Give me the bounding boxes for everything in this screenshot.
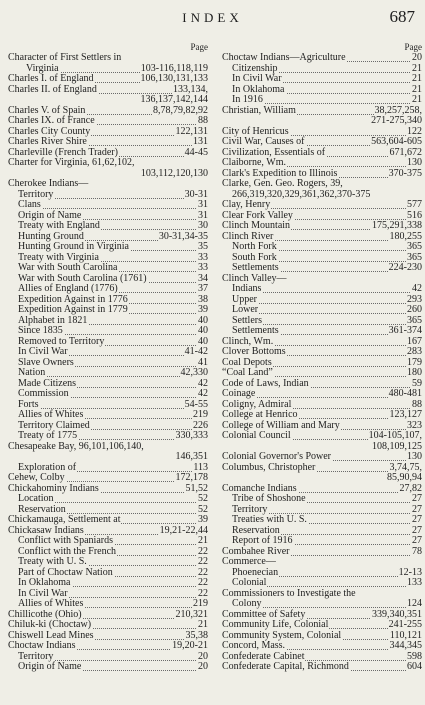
- entry-pages: 122,131: [175, 125, 208, 137]
- entry-pages: 21: [412, 73, 422, 84]
- index-entry: [8, 389, 208, 400]
- entry-term: Nation: [18, 367, 46, 378]
- entry-pages: 108,109,125: [372, 440, 422, 452]
- entry-pages: 44-45: [184, 146, 208, 158]
- entry-pages: 260: [407, 304, 422, 315]
- entry-pages: 113: [193, 461, 208, 473]
- index-entry: [8, 515, 208, 526]
- index-entry: [222, 473, 422, 484]
- index-entry: [222, 662, 422, 673]
- index-entry: [222, 74, 422, 85]
- entry-pages: 51,52: [185, 482, 208, 494]
- entry-term: Settlements: [232, 325, 279, 336]
- entry-term: In Civil War: [18, 346, 68, 357]
- entry-term: Chickahominy Indians: [8, 482, 99, 494]
- entry-pages: 39: [198, 514, 208, 525]
- entry-pages: 30-31,34-35: [158, 230, 208, 242]
- entry-pages: 136,137,142,144: [140, 94, 208, 105]
- index-entry: [222, 242, 422, 253]
- index-entry: [8, 494, 208, 505]
- entry-term: Chickamauga, Settlement at: [8, 514, 121, 525]
- entry-pages: 19,20-21: [172, 640, 208, 651]
- entry-term: In Civil War: [18, 587, 68, 599]
- entry-pages: 88: [198, 115, 208, 126]
- page-header: [0, 0, 425, 30]
- entry-term: Charles V. of Spain: [8, 104, 86, 116]
- entry-term: Treaty of 1775: [18, 430, 78, 441]
- entry-term: Citizenship: [232, 62, 278, 74]
- entry-term: Reservation: [232, 524, 280, 536]
- entry-pages: 131: [193, 136, 208, 147]
- entry-term: Combahee River: [222, 545, 290, 557]
- entry-pages: 226: [193, 419, 208, 431]
- entry-pages: 27: [412, 524, 422, 536]
- entry-term: Clark's Expedition to Illinois: [222, 167, 338, 179]
- entry-pages: 146,351: [175, 451, 208, 462]
- index-entry: [222, 53, 422, 64]
- entry-pages: 27: [412, 493, 422, 504]
- entry-term: Colonial Council: [222, 430, 291, 441]
- entry-term: Clear Fork Valley: [222, 209, 293, 221]
- entry-term: Slave Owners: [18, 356, 74, 368]
- entry-term: Report of 1916: [232, 535, 293, 546]
- entry-pages: 330,333: [175, 430, 208, 441]
- entry-pages: 172,178: [175, 472, 208, 483]
- entry-pages: 219: [193, 409, 208, 420]
- entry-pages: 52: [198, 503, 208, 515]
- index-entry: [222, 515, 422, 526]
- index-entries-right: [222, 53, 422, 673]
- entry-term: Clover Bottoms: [222, 346, 286, 357]
- entry-term: In Civil War: [232, 73, 282, 84]
- entry-term: “Coal Land”: [222, 367, 273, 378]
- index-entry: [222, 494, 422, 505]
- index-entry: [8, 536, 208, 547]
- entry-pages: 365: [407, 314, 422, 326]
- entry-term: Community Life, Colonial: [222, 619, 329, 630]
- entry-term: College at Henrico: [222, 409, 298, 420]
- entry-term: Forts: [18, 398, 39, 410]
- entry-term: Chesapeake Bay, 96,101,106,140,: [8, 440, 144, 452]
- index-entry: [222, 179, 422, 190]
- entry-term: Treaties with U. S.: [232, 514, 307, 525]
- entry-term: Chiswell Lead Mines: [8, 629, 94, 641]
- index-entry: [8, 137, 208, 148]
- page-column-label: Page: [190, 42, 208, 52]
- index-entry: [8, 53, 208, 64]
- entry-term: Comanche Indians: [222, 482, 297, 494]
- entry-pages: 577: [407, 199, 422, 210]
- entry-term: Expedition Against in 1779: [18, 304, 128, 315]
- entry-term: Colonial: [232, 577, 267, 588]
- entry-pages: 33: [198, 262, 208, 273]
- entry-term: Tribe of Shoshone: [232, 493, 306, 504]
- entry-term: Since 1835: [18, 325, 63, 336]
- index-entry: [8, 347, 208, 358]
- leader-dots: [236, 303, 422, 304]
- index-entry: [222, 641, 422, 652]
- entry-term: Reservation: [18, 503, 66, 515]
- entry-term: Treaty with England: [18, 220, 100, 231]
- entry-pages: 219: [193, 598, 208, 609]
- index-entry: [8, 74, 208, 85]
- entry-pages: 20: [198, 650, 208, 662]
- entry-pages: 179: [407, 356, 422, 368]
- entry-term: Removed to Territory: [18, 335, 105, 347]
- leader-dots: [236, 292, 422, 293]
- entry-pages: 27,82: [399, 482, 422, 494]
- entry-pages: 21: [412, 62, 422, 74]
- entry-term: Conflict with the French: [18, 545, 117, 557]
- index-entry: [8, 263, 208, 274]
- entry-pages: 27: [412, 503, 422, 515]
- entry-term: Hunting Ground in Virginia: [18, 241, 129, 252]
- entry-term: City of Henricus: [222, 125, 289, 137]
- entry-term: Colony: [232, 598, 262, 609]
- entry-pages: 365: [407, 241, 422, 252]
- index-entry: [222, 578, 422, 589]
- entry-pages: 41: [198, 356, 208, 368]
- entry-pages: 598: [407, 650, 422, 662]
- entry-pages: 22: [198, 545, 208, 557]
- entry-pages: 40: [198, 325, 208, 336]
- index-column-left: [8, 42, 208, 673]
- leader-dots: [236, 313, 422, 314]
- entry-term: Claiborne, Wm.: [222, 157, 286, 168]
- entry-pages: 361-374: [388, 325, 422, 336]
- index-entry: [8, 284, 208, 295]
- entry-term: Settlers: [232, 314, 262, 326]
- entry-term: Lower: [232, 304, 259, 315]
- entry-term: Charles I. of England: [8, 73, 94, 84]
- entry-pages: 21: [198, 619, 208, 630]
- entry-pages: 12-13: [398, 566, 422, 578]
- entry-term: Chickasaw Indians: [8, 524, 84, 536]
- entry-pages: 35: [198, 241, 208, 252]
- index-entry: [222, 431, 422, 442]
- entry-term: Coligny, Admiral: [222, 398, 292, 410]
- index-entry: [8, 221, 208, 232]
- entry-term: Charter for Virginia, 61,62,102,: [8, 157, 135, 168]
- entry-term: In 1916: [232, 94, 263, 105]
- index-entry: [222, 326, 422, 337]
- entry-pages: 78: [412, 545, 422, 557]
- entry-pages: 31: [198, 199, 208, 210]
- entry-term: War with South Carolina (1761): [18, 272, 147, 284]
- entry-pages: 22: [198, 566, 208, 578]
- entry-pages: 283: [407, 346, 422, 357]
- entry-term: Hunting Ground: [18, 230, 84, 242]
- index-entry: [8, 326, 208, 337]
- entry-term: Indians: [232, 283, 262, 294]
- index-entry: [222, 347, 422, 358]
- entry-term: Confederate Capital, Richmond: [222, 661, 349, 672]
- page-column-label: Page: [404, 42, 422, 52]
- entry-pages: 21: [412, 83, 422, 95]
- leader-dots: [236, 607, 422, 608]
- entry-pages: 124: [407, 598, 422, 609]
- entry-pages: 42,330: [180, 367, 208, 378]
- index-entry: [222, 305, 422, 316]
- entry-term: Upper: [232, 293, 257, 305]
- entry-term: Commerce—: [222, 556, 276, 567]
- entry-pages: 3,74,75,: [389, 461, 422, 473]
- entry-term: Made Citizens: [18, 377, 77, 389]
- index-entry: [8, 242, 208, 253]
- index-entry: [222, 284, 422, 295]
- entry-term: Charleville (French Trader): [8, 146, 118, 158]
- entry-term: Clinch River: [222, 230, 274, 242]
- entry-term: Christian, William: [222, 104, 296, 116]
- entry-pages: 52: [198, 493, 208, 504]
- entry-pages: 339,340,351: [372, 608, 422, 620]
- entry-pages: 130: [407, 451, 422, 462]
- entry-term: Charles II. of England: [8, 83, 97, 95]
- entry-term: Virginia: [26, 62, 59, 74]
- entry-pages: 122: [407, 125, 422, 137]
- index-entry: [222, 557, 422, 568]
- entry-term: Choctaw Indians—Agriculture: [222, 52, 346, 63]
- entry-term: Territory: [232, 503, 268, 515]
- index-entry: [8, 578, 208, 589]
- entry-pages: 516: [407, 209, 422, 221]
- entry-pages: 271-275,340: [371, 115, 422, 126]
- entry-pages: 22: [198, 577, 208, 588]
- entry-term: Chiluk-ki (Choctaw): [8, 619, 92, 630]
- entry-term: Choctaw Indians: [8, 640, 76, 651]
- entry-term: Conflict with Spaniards: [18, 535, 113, 546]
- index-entry: [8, 473, 208, 484]
- entry-pages: 37: [198, 283, 208, 294]
- entry-pages: 21: [412, 94, 422, 105]
- index-entry: [8, 641, 208, 652]
- entry-term: Civilization, Essentials of: [222, 146, 326, 158]
- entry-pages: 31: [198, 209, 208, 221]
- entry-pages: 671,672: [389, 146, 422, 158]
- entry-pages: 34: [198, 272, 208, 284]
- entry-term: Clinch Valley—: [222, 272, 287, 284]
- index-entry: [222, 410, 422, 421]
- entry-term: Exploration of: [18, 461, 77, 473]
- entry-term: North Fork: [232, 241, 277, 252]
- entry-pages: 41-42: [184, 346, 208, 357]
- entry-term: Coinage: [222, 388, 256, 399]
- index-entry: [8, 620, 208, 631]
- entry-pages: 59: [412, 377, 422, 389]
- entry-pages: 344,345: [389, 640, 422, 651]
- entry-pages: 370-375: [388, 167, 422, 179]
- entry-pages: 30: [198, 220, 208, 231]
- entry-pages: 35,38: [185, 629, 208, 641]
- index-entry: [8, 305, 208, 316]
- entry-term: Committee of Safety: [222, 608, 306, 620]
- entry-term: Commission: [18, 388, 69, 399]
- index-entry: [8, 95, 208, 106]
- leader-dots: [22, 208, 208, 209]
- entry-term: Colonial Governor's Power: [222, 451, 332, 462]
- index-entry: [222, 620, 422, 631]
- index-entry: [222, 389, 422, 400]
- entry-pages: 54-55: [184, 398, 208, 410]
- entry-pages: 110,121: [389, 629, 422, 641]
- index-entry: [8, 431, 208, 442]
- entry-term: Code of Laws, Indian: [222, 377, 309, 389]
- index-entries-left: [8, 53, 208, 673]
- index-entry: [222, 536, 422, 547]
- entry-pages: 103,112,120,130: [140, 167, 208, 179]
- entry-pages: 40: [198, 314, 208, 326]
- entry-term: Clinch Mountain: [222, 220, 291, 231]
- entry-term: Settlements: [232, 262, 279, 273]
- entry-pages: 27: [412, 535, 422, 546]
- entry-pages: 21: [198, 535, 208, 546]
- entry-term: College of William and Mary: [222, 419, 340, 431]
- entry-pages: 22: [198, 587, 208, 599]
- entry-term: War with South Carolina: [18, 262, 118, 273]
- entry-term: Phoenecian: [232, 566, 279, 578]
- index-entry: [222, 95, 422, 106]
- entry-pages: 133,134,: [173, 83, 208, 95]
- entry-term: Concord, Mass.: [222, 640, 286, 651]
- entry-pages: 106,130,131,133: [140, 73, 208, 84]
- index-entry: [8, 410, 208, 421]
- entry-pages: 103-116,118,119: [140, 62, 208, 74]
- entry-term: Treaty with Virginia: [18, 251, 99, 263]
- index-entry: [222, 158, 422, 169]
- entry-pages: 19,21-22,44: [159, 524, 208, 536]
- entry-pages: 180: [407, 367, 422, 378]
- index-entry: [8, 557, 208, 568]
- page-number: 687: [389, 7, 415, 26]
- entry-pages: 104-105,107,: [368, 430, 422, 441]
- entry-term: Clans: [18, 199, 41, 210]
- index-entry: [8, 179, 208, 190]
- entry-term: Commissioners to Investigate the: [222, 587, 356, 599]
- entry-term: In Oklahoma: [18, 577, 71, 588]
- index-entry: [222, 599, 422, 610]
- entry-term: Character of First Settlers in: [8, 52, 122, 63]
- entry-pages: 175,291,338: [372, 220, 422, 231]
- index-entry: [8, 116, 208, 127]
- entry-pages: 22: [198, 556, 208, 567]
- entry-pages: 30-31: [184, 188, 208, 200]
- entry-term: Confederate Cabinet: [222, 650, 305, 662]
- entry-pages: 293: [407, 293, 422, 305]
- entry-pages: 38: [198, 293, 208, 305]
- entry-pages: 180,255: [389, 230, 422, 242]
- entry-term: Origin of Name: [18, 209, 82, 221]
- entry-pages: 20: [412, 52, 422, 63]
- index-entry: [8, 452, 208, 463]
- index-entry: [222, 200, 422, 211]
- entry-pages: 42: [412, 283, 422, 294]
- entry-term: Origin of Name: [18, 661, 82, 672]
- index-entry: [8, 368, 208, 379]
- index-entry: [222, 137, 422, 148]
- entry-term: Clarke, Gen. Geo. Rogers, 39,: [222, 178, 343, 189]
- entry-pages: 40: [198, 335, 208, 347]
- entry-pages: 85,90,94: [387, 472, 422, 483]
- entry-pages: 241-255: [388, 619, 422, 630]
- entry-term: Territory: [18, 650, 54, 662]
- entry-pages: 38,257,258,: [374, 104, 422, 116]
- index-entry: [8, 158, 208, 169]
- entry-term: In Oklahoma: [232, 83, 285, 95]
- entry-term: Allies of Whites: [18, 598, 84, 609]
- entry-term: Cehew, Colby: [8, 472, 65, 483]
- entry-pages: 88: [412, 398, 422, 410]
- entry-term: Clinch, Wm.: [222, 335, 274, 347]
- index-entry: [8, 662, 208, 673]
- entry-pages: 563,604-605: [371, 136, 422, 147]
- entry-term: Expedition Against in 1776: [18, 293, 128, 305]
- entry-pages: 42: [198, 377, 208, 389]
- index-entry: [222, 263, 422, 274]
- entry-term: 266,319,320,329,361,362,370-375: [232, 188, 371, 200]
- entry-term: Columbus, Christopher: [222, 461, 316, 473]
- entry-term: Cherokee Indians—: [8, 178, 89, 189]
- entry-pages: 130: [407, 157, 422, 168]
- entry-term: South Fork: [232, 251, 277, 263]
- leader-dots: [236, 103, 422, 104]
- entry-term: Community System, Colonial: [222, 629, 342, 641]
- entry-term: Part of Choctaw Nation: [18, 566, 113, 578]
- entry-term: Location: [18, 493, 54, 504]
- entry-term: Clay, Henry: [222, 199, 271, 210]
- index-entry: [222, 368, 422, 379]
- entry-pages: 323: [407, 419, 422, 431]
- index-entry: [222, 116, 422, 127]
- entry-pages: 480-481: [388, 388, 422, 399]
- entry-pages: 133: [407, 577, 422, 588]
- page-title: INDEX: [182, 10, 243, 25]
- entry-term: Territory: [18, 188, 54, 200]
- entry-term: Allies of Whites: [18, 409, 84, 420]
- entry-term: Civil War, Causes of: [222, 136, 305, 147]
- entry-pages: 167: [407, 335, 422, 347]
- entry-term: Allies of England (1776): [18, 283, 118, 294]
- entry-term: Charles IX. of France: [8, 115, 95, 126]
- entry-pages: 224-230: [388, 262, 422, 273]
- index-entry: [8, 599, 208, 610]
- entry-pages: 8,78,79,82,92: [153, 104, 208, 116]
- entry-pages: 365: [407, 251, 422, 263]
- entry-pages: 42: [198, 388, 208, 399]
- entry-term: Chillicothe (Ohio): [8, 608, 82, 620]
- index-entry: [8, 200, 208, 211]
- entry-pages: 123,127: [389, 409, 422, 420]
- index-entry: [222, 221, 422, 232]
- entry-term: Charles River Shire: [8, 136, 87, 147]
- entry-pages: 604: [407, 661, 422, 672]
- entry-term: Treaty with U. S.: [18, 556, 87, 567]
- entry-term: Charles City County: [8, 125, 91, 137]
- entry-pages: 27: [412, 514, 422, 525]
- entry-term: Coal Depots: [222, 356, 272, 368]
- entry-pages: 210,321: [175, 608, 208, 620]
- entry-pages: 39: [198, 304, 208, 315]
- index-entry: [222, 452, 422, 463]
- entry-pages: 20: [198, 661, 208, 672]
- index-column-right: [222, 42, 422, 673]
- entry-term: Alphabet in 1821: [18, 314, 88, 326]
- entry-term: Territory Claimed: [18, 419, 90, 431]
- entry-pages: 33: [198, 251, 208, 263]
